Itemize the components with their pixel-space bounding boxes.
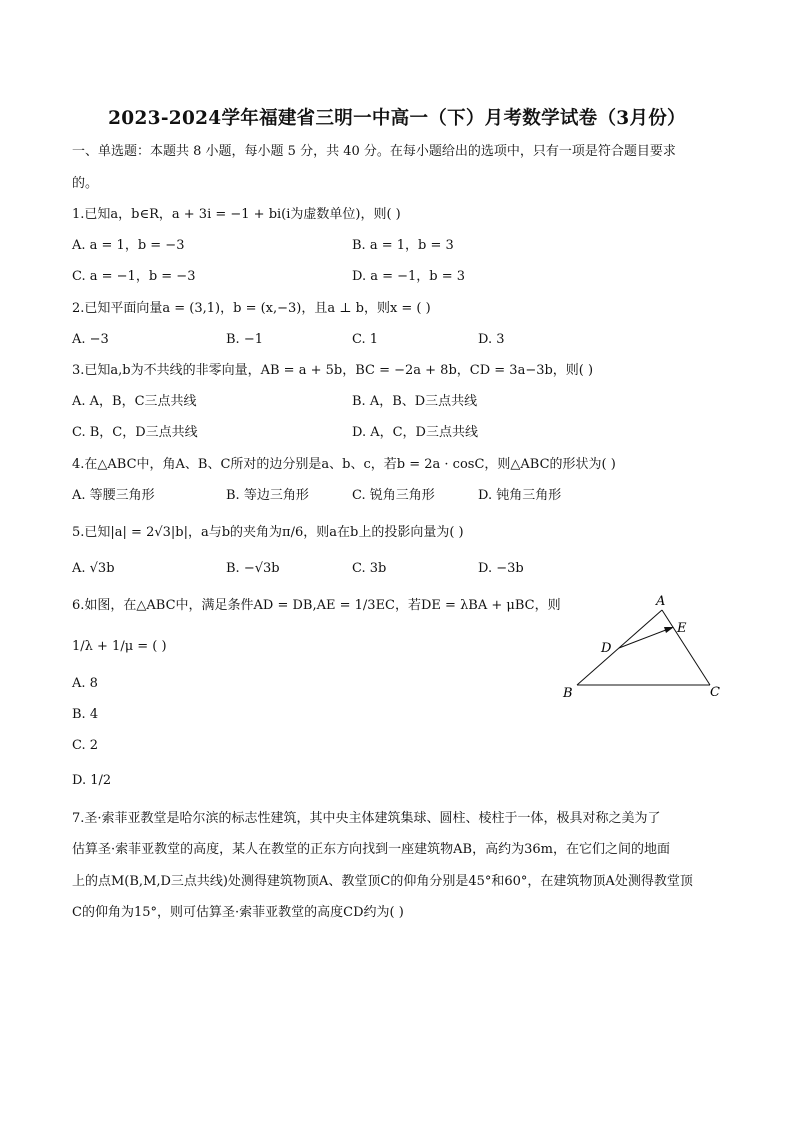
question-3-stem: 3.已知a,b为不共线的非零向量，AB = a + 5b，BC = −2a + 8b，CD = 3a−3b，则( ) bbox=[72, 363, 594, 378]
label-c: C bbox=[710, 685, 720, 700]
question-4-stem: 4.在△ABC中，角A、B、C所对的边分别是a、b、c，若b = 2a · cosC，则△ABC的形状为( ) bbox=[72, 457, 616, 472]
triangle-figure bbox=[555, 590, 735, 705]
question-7-number: 7. bbox=[72, 811, 85, 826]
question-6-stem: 6.如图，在△ABC中，满足条件AD = DB,AE = 1/3EC，若DE = λBA + μBC，则 bbox=[72, 598, 561, 613]
question-7-stem-line-4: C的仰角为15°，则可估算圣·索菲亚教堂的高度CD约为( ) bbox=[72, 905, 404, 920]
question-5-option-b[interactable]: B. −√3b bbox=[226, 561, 280, 576]
segment-de bbox=[619, 628, 671, 648]
question-2-stem: 2.已知平面向量a = (3,1)，b = (x,−3)，且a ⊥ b，则x = ( ) bbox=[72, 301, 431, 316]
question-6-option-d[interactable]: D. 1/2 bbox=[72, 773, 112, 788]
question-7-text-1: 圣·索菲亚教堂是哈尔滨的标志性建筑，其中央主体建筑集球、圆柱、棱柱于一体，极具对称之美为了 bbox=[84, 811, 661, 826]
question-7-stem-line-3: 上的点M(B,M,D三点共线)处测得建筑物顶A、教堂顶C的仰角分别是45°和60°，在建筑物顶A处测得教堂顶 bbox=[72, 874, 693, 889]
question-3-option-b[interactable]: B. A，B、D三点共线 bbox=[352, 394, 478, 409]
question-4-option-b[interactable]: B. 等边三角形 bbox=[226, 488, 309, 503]
question-4-option-c[interactable]: C. 锐角三角形 bbox=[352, 488, 435, 503]
question-2-option-c[interactable]: C. 1 bbox=[352, 332, 379, 347]
question-5-option-a[interactable]: A. √3b bbox=[72, 561, 115, 576]
question-1-option-d[interactable]: D. a = −1，b = 3 bbox=[352, 269, 466, 284]
question-3-option-d[interactable]: D. A，C，D三点共线 bbox=[352, 425, 478, 440]
question-1-stem: 1.已知a，b∈R，a + 3i = −1 + bi(i为虚数单位)，则( ) bbox=[72, 207, 401, 222]
question-7-stem-line-2: 估算圣·索菲亚教堂的高度，某人在教堂的正东方向找到一座建筑物AB，高约为36m，在它们之间的地面 bbox=[72, 842, 670, 857]
question-3-option-c[interactable]: C. B，C，D三点共线 bbox=[72, 425, 198, 440]
question-2-option-d[interactable]: D. 3 bbox=[478, 332, 505, 347]
question-6-option-c[interactable]: C. 2 bbox=[72, 738, 99, 753]
question-6-stem-cont: 1/λ + 1/μ = ( ) bbox=[72, 639, 167, 654]
question-4-option-d[interactable]: D. 钝角三角形 bbox=[478, 488, 562, 503]
arrowhead-e bbox=[664, 627, 674, 633]
label-b: B bbox=[563, 686, 573, 701]
question-5-option-d[interactable]: D. −3b bbox=[478, 561, 524, 576]
exam-title: 2023-2024学年福建省三明一中高一（下）月考数学试卷（3月份） bbox=[108, 108, 686, 129]
question-3-option-a[interactable]: A. A，B，C三点共线 bbox=[72, 394, 197, 409]
question-1-option-a[interactable]: A. a = 1，b = −3 bbox=[72, 238, 185, 253]
question-7-stem-line-1 bbox=[72, 809, 661, 829]
question-6-option-a[interactable]: A. 8 bbox=[72, 676, 98, 691]
question-2-option-b[interactable]: B. −1 bbox=[226, 332, 263, 347]
question-6-option-b[interactable]: B. 4 bbox=[72, 707, 99, 722]
label-e: E bbox=[677, 621, 687, 636]
question-1-option-b[interactable]: B. a = 1，b = 3 bbox=[352, 238, 454, 253]
section-heading: 一、单选题：本题共 8 小题，每小题 5 分，共 40 分。在每小题给出的选项中，只有一项是符合题目要求 bbox=[72, 144, 676, 159]
label-a: A bbox=[656, 594, 666, 609]
section-heading-cont: 的。 bbox=[72, 176, 99, 191]
label-d: D bbox=[601, 641, 612, 656]
question-2-option-a[interactable]: A. −3 bbox=[72, 332, 109, 347]
question-5-stem: 5.已知|a| = 2√3|b|，a与b的夹角为π/6，则a在b上的投影向量为( ) bbox=[72, 525, 464, 540]
question-1-option-c[interactable]: C. a = −1，b = −3 bbox=[72, 269, 196, 284]
question-4-option-a[interactable]: A. 等腰三角形 bbox=[72, 488, 155, 503]
question-5-option-c[interactable]: C. 3b bbox=[352, 561, 387, 576]
